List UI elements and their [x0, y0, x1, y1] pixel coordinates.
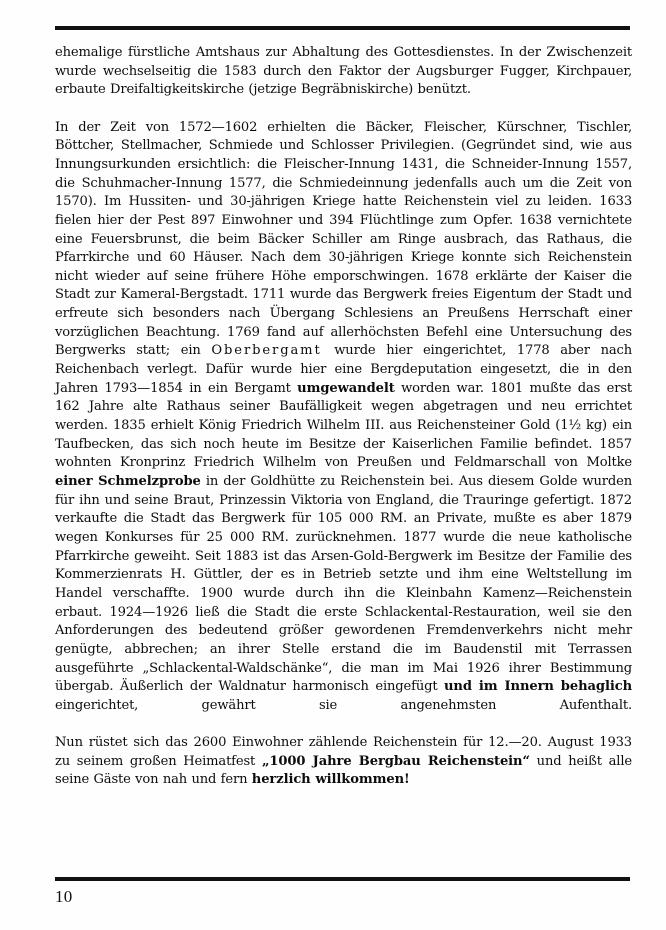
text-run: worden war. 1801 mußte das erst 162 Jahre alte Rathaus seiner Baufälligkeit wegen abgetragen und neu errichtet werden. 1835 erhielt König Friedrich Wilhelm III. aus Reichensteiner Gold (1½ kg) ein Taufbecken, das sich noch heute im Besitze der Kaiserlichen Familie befindet. 1857 wohnten Kronprinz Friedrich Wilhelm von Preußen und Feldmarschall von Moltke	[55, 380, 632, 471]
text-run: in der Goldhütte zu Reichenstein bei. Aus diesem Golde wurden für ihn und seine Braut, Prinzessin Viktoria von England, die Trauringe gefertigt. 1872 verkaufte die Stadt das Bergwerk für 105 000 RM. an Private, mußte es aber 1879 wegen Konkurses für 25 000 RM. zurücknehmen. 1877 wurde die neue katholische Pfarrkirche geweiht. Seit 1883 ist das Arsen-Gold-Bergwerk im Besitze der Familie des Kommerzienrats H. Güttler, der es in Betrieb setzte und ihm eine Weltstellung im Handel verschaffte. 1900 wurde durch ihn die Kleinbahn Kamenz—Reichenstein erbaut. 1924—1926 ließ die Stadt die erste Schlackental-Restauration, weil sie den Anforderungen des bedeutend größer gewordenen Fremdenverkehrs nicht mehr genügte, abbrechen; an ihrer Stelle erstand die im Baudenstil mit Terrassen ausgeführte „Schlackental-Waldschänke“, die man im Mai 1926 ihrer Bestimmung übergab. Äußerlich der Waldnatur harmonisch eingefügt	[55, 474, 632, 695]
text-run: eingerichtet, gewährt sie angenehmsten Aufenthalt.	[55, 697, 632, 713]
emphasis-bold: „1000 Jahre Bergbau Reichenstein“	[261, 753, 530, 769]
page-number: 10	[55, 887, 73, 906]
header-rule	[55, 26, 630, 30]
body-text-block	[55, 44, 632, 790]
text-run: wurde hier eingerichtet, 1778 aber nach Reichenbach verlegt. Dafür wurde hier eine Bergdeputation eingesetzt, die in den Jahren 1793—1854 in ein Bergamt	[55, 343, 632, 396]
emphasis-letterspaced: Oberbergamt	[211, 343, 322, 359]
footer-rule	[55, 877, 630, 881]
text-run: ehemalige fürstliche Amtshaus zur Abhaltung des Gottesdienstes. In der Zwischenzeit wurde wechselseitig die 1583 durch den Faktor der Augsburger Fugger, Kirchpauer, erbaute Dreifaltigkeitskirche (jetzige Begräbniskirche) benützt.	[55, 45, 632, 98]
paragraph	[55, 734, 632, 790]
text-run: In der Zeit von 1572—1602 erhielten die Bäcker, Fleischer, Kürschner, Tischler, Böttcher, Stellmacher, Schmiede und Schlosser Privilegien. (Gegründet sind, wie aus Innungsurkunden ersichtlich: die Fleischer-Innung 1431, die Schneider-Innung 1557, die Schuhmacher-Innung 1577, die Schmiedeinnung jedenfalls auch um die Zeit von 1570). Im Hussiten- und 30-jährigen Kriege hatte Reichenstein viel zu leiden. 1633 fielen hier der Pest 897 Einwohner und 394 Flüchtlinge zum Opfer. 1638 vernichtete eine Feuersbrunst, die beim Bäcker Schiller am Ringe ausbrach, das Rathaus, die Pfarrkirche und 60 Häuser. Nach dem 30-jährigen Kriege konnte sich Reichenstein nicht wieder auf seine frühere Höhe emporschwingen. 1678 erklärte der Kaiser die Stadt zur Kameral-Bergstadt. 1711 wurde das Bergwerk freies Eigentum der Stadt und erfreute sich besonders nach Übergang Schlesiens an Preußens Herrschaft einer vorzüglichen Beachtung. 1769 fand auf allerhöchsten Befehl eine Untersuchung des Bergwerks statt; ein	[55, 119, 632, 359]
text-run: Nun rüstet sich das 2600 Einwohner zählende Reichenstein für 12.—20. August 1933 zu seinem großen Heimatfest	[55, 735, 632, 769]
paragraph	[55, 44, 632, 100]
emphasis-bold: einer Schmelzprobe	[55, 474, 201, 490]
paragraph	[55, 119, 632, 716]
text-run: und heißt alle seine Gäste von nah und fern	[55, 753, 632, 788]
emphasis-bold: und im Innern behaglich	[444, 679, 632, 695]
emphasis-bold: umgewandelt	[297, 380, 395, 396]
emphasis-bold: herzlich willkommen!	[251, 772, 410, 788]
